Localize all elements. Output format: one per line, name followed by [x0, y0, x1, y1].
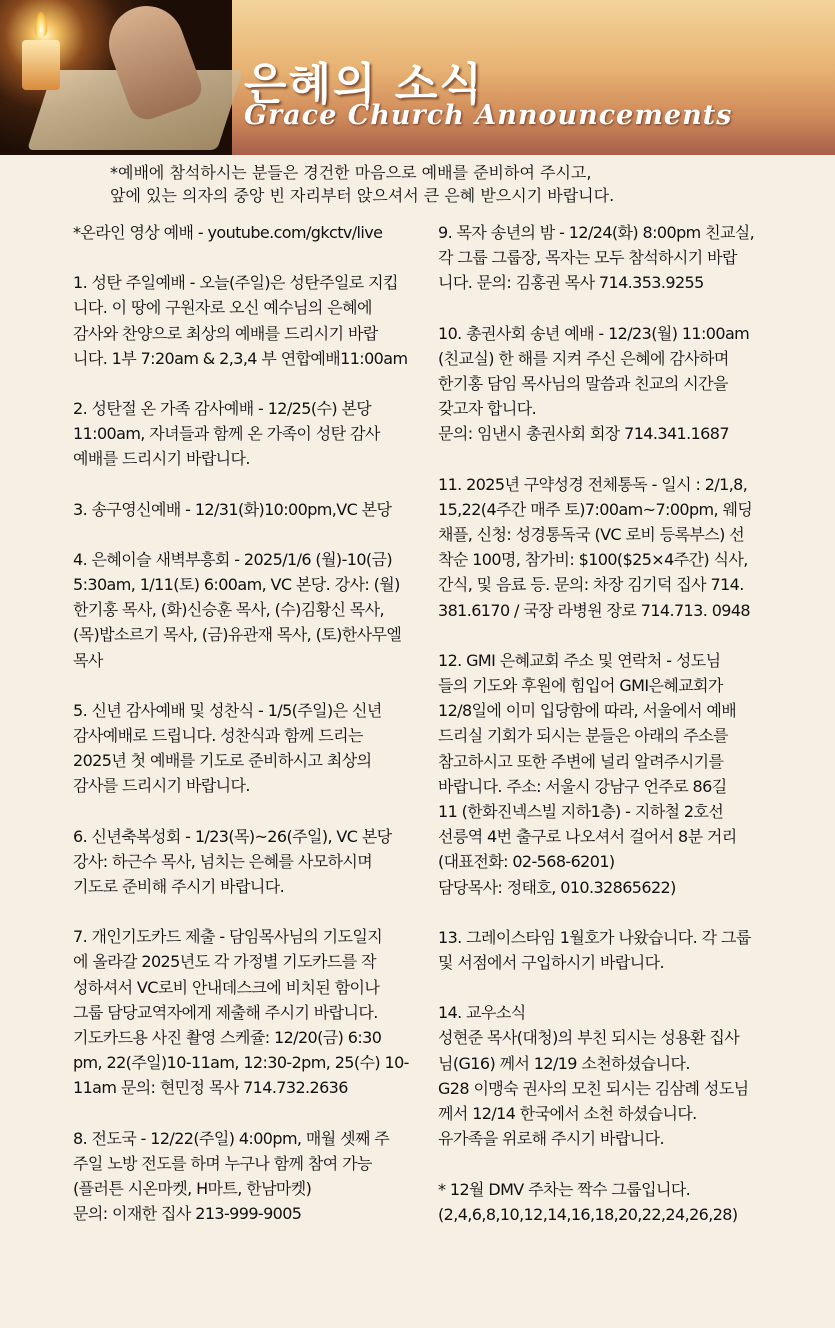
announcement-line: * 12월 DMV 주차는 짝수 그룹입니다.	[438, 1179, 691, 1199]
announcement-line: 주일 노방 전도를 하며 누구나 함께 참여 가능	[73, 1153, 372, 1173]
announcement-line: 갖고자 합니다.	[438, 399, 537, 419]
announcement-line: 15,22(4주간 매주 토)7:00am~7:00pm, 웨딩	[438, 499, 753, 519]
announcement-line: 12. GMI 은혜교회 주소 및 연락처 - 성도님	[438, 650, 721, 670]
announcement-line: 감사와 찬양으로 최상의 예배를 드리시기 바랍	[73, 323, 378, 343]
prayer-candle-photo	[0, 0, 232, 155]
announcement-line: 감사예배로 드립니다. 성찬식과 함께 드리는	[73, 726, 363, 746]
announcement-line: 착순 100명, 참가비: $100($25×4주간) 식사,	[438, 550, 748, 570]
announcement-item	[438, 321, 794, 447]
candle-image	[22, 40, 60, 90]
announcement-line: 5. 신년 감사예배 및 성찬식 - 1/5(주일)은 신년	[73, 700, 382, 720]
announcement-item	[438, 472, 794, 623]
intro-line: *예배에 참석하시는 분들은 경건한 마음으로 예배를 준비하여 주시고,	[110, 163, 592, 182]
announcement-line: 2025년 첫 예배를 기도로 준비하시고 최상의	[73, 751, 372, 771]
announcement-line: 니다. 문의: 김홍권 목사 714.353.9255	[438, 273, 704, 293]
announcement-line: 참고하시고 또한 주변에 널리 알려주시기를	[438, 751, 724, 771]
announcement-item	[73, 396, 435, 472]
announcement-line: 2. 성탄절 온 가족 감사예배 - 12/25(수) 본당	[73, 399, 372, 419]
announcement-line: 1. 성탄 주일예배 - 오늘(주일)은 성탄주일로 지킵	[73, 273, 398, 293]
announcement-item	[73, 497, 435, 522]
announcement-line: 9. 목자 송년의 밤 - 12/24(화) 8:00pm 친교실,	[438, 223, 755, 242]
announcement-line: 6. 신년축복성회 - 1/23(목)~26(주일), VC 본당	[73, 826, 392, 846]
announcement-line: 님(G16) 께서 12/19 소천하셨습니다.	[438, 1053, 690, 1073]
announcement-item	[438, 1177, 794, 1227]
announcement-item	[73, 547, 435, 673]
left-announcement-column	[73, 220, 435, 1252]
announcement-line: 4. 은혜이슬 새벽부흥회 - 2025/1/6 (월)-10(금)	[73, 549, 393, 569]
announcement-line: (플러튼 시온마켓, H마트, 한남마켓)	[73, 1179, 312, 1199]
announcement-line: 담당목사: 정태호, 010.32865622)	[438, 877, 676, 897]
announcement-line: 381.6170 / 국장 라병원 장로 714.713. 0948	[438, 600, 751, 620]
announcement-line: 10. 총권사회 송년 예배 - 12/23(월) 11:00am	[438, 323, 750, 343]
announcement-line: 목사	[73, 650, 103, 670]
announcement-line: (2,4,6,8,10,12,14,16,18,20,22,24,26,28)	[438, 1204, 738, 1224]
announcement-line: 11am 문의: 현민정 목사 714.732.2636	[73, 1078, 348, 1098]
announcement-item	[438, 220, 794, 296]
announcement-item	[73, 220, 435, 245]
announcement-line: *온라인 영상 예배 - youtube.com/gkctv/live	[73, 223, 383, 242]
announcement-item	[73, 270, 435, 371]
announcement-line: 채플, 신청: 성경통독국 (VC 로비 등록부스) 선	[438, 525, 745, 545]
announcement-item	[438, 1000, 794, 1151]
announcement-line: 11 (한화진넥스빌 지하1층) - 지하철 2호선	[438, 802, 724, 822]
announcement-line: 강사: 하근수 목사, 넘치는 은혜를 사모하시며	[73, 851, 373, 871]
announcement-line: 문의: 이재한 집사 213-999-9005	[73, 1204, 302, 1224]
announcement-line: 니다. 이 땅에 구원자로 오신 예수님의 은혜에	[73, 298, 372, 318]
announcement-line: 14. 교우소식	[438, 1003, 526, 1023]
announcement-line: 12/8일에 이미 입당함에 따라, 서울에서 예배	[438, 701, 737, 721]
announcement-line: 성현준 목사(대청)의 부친 되시는 성용환 집사	[438, 1028, 740, 1048]
announcement-line: 한기홍 목사, (화)신승훈 목사, (수)김황신 목사,	[73, 600, 385, 620]
announcement-line: 7. 개인기도카드 제출 - 담임목사님의 기도일지	[73, 927, 383, 947]
announcement-line: 께서 12/14 한국에서 소천 하셨습니다.	[438, 1104, 697, 1124]
announcement-line: 5:30am, 1/11(토) 6:00am, VC 본당. 강사: (월)	[73, 575, 400, 595]
right-announcement-column	[438, 220, 794, 1252]
announcement-line: (목)밥소르기 목사, (금)유관재 목사, (토)한사무엘	[73, 625, 402, 645]
announcement-line: 3. 송구영신예배 - 12/31(화)10:00pm,VC 본당	[73, 499, 392, 519]
announcement-line: 드리실 기회가 되시는 분들은 아래의 주소를	[438, 726, 728, 746]
announcement-line: 감사를 드리시기 바랍니다.	[73, 776, 250, 796]
announcement-line: 그룹 담당교역자에게 제출해 주시기 바랍니다.	[73, 1002, 378, 1022]
announcement-line: 문의: 임낸시 총권사회 회장 714.341.1687	[438, 424, 729, 444]
announcement-line: 11. 2025년 구약성경 전체통독 - 일시 : 2/1,8,	[438, 474, 748, 494]
announcement-line: pm, 22(주일)10-11am, 12:30-2pm, 25(수) 10-	[73, 1053, 409, 1073]
flame-icon	[35, 12, 47, 38]
announcement-line: 및 서점에서 구입하시기 바랍니다.	[438, 953, 664, 973]
announcement-line: G28 이맹숙 권사의 모친 되시는 김삼례 성도님	[438, 1078, 749, 1098]
announcement-line: 한기홍 담임 목사님의 말씀과 친교의 시간을	[438, 374, 728, 394]
announcement-line: (친교실) 한 해를 지켜 주신 은혜에 감사하며	[438, 348, 729, 368]
page-title-korean: 은혜의 소식	[244, 59, 484, 110]
header-banner	[0, 0, 835, 155]
announcement-item	[438, 925, 794, 975]
announcement-line: 예배를 드리시기 바랍니다.	[73, 449, 250, 469]
announcement-line: 8. 전도국 - 12/22(주일) 4:00pm, 매월 셋째 주	[73, 1128, 390, 1148]
announcement-line: 기도카드용 사진 촬영 스케쥴: 12/20(금) 6:30	[73, 1028, 382, 1048]
announcement-line: 들의 기도와 후원에 힘입어 GMI은혜교회가	[438, 676, 723, 696]
announcement-item	[438, 648, 794, 900]
announcement-line: 유가족을 위로해 주시기 바랍니다.	[438, 1129, 664, 1149]
announcement-line: 선릉역 4번 출구로 나오셔서 걸어서 8분 거리	[438, 827, 737, 847]
announcement-item	[73, 1126, 435, 1227]
announcement-line: 11:00am, 자녀들과 함께 온 가족이 성탄 감사	[73, 424, 380, 444]
announcement-line: 니다. 1부 7:20am & 2,3,4 부 연합예배11:00am	[73, 348, 408, 368]
announcement-line: 성하셔서 VC로비 안내데스크에 비치된 함이나	[73, 977, 380, 997]
announcement-line: (대표전화: 02-568-6201)	[438, 852, 615, 872]
announcement-item	[73, 824, 435, 900]
intro-notice	[110, 161, 790, 207]
announcement-line: 바랍니다. 주소: 서울시 강남구 언주로 86길	[438, 776, 727, 796]
announcement-line: 간식, 및 음료 등. 문의: 차장 김기덕 집사 714.	[438, 575, 744, 595]
page-title-english: Grace Church Announcements	[244, 100, 733, 131]
intro-line: 앞에 있는 의자의 중앙 빈 자리부터 앉으셔서 큰 은혜 받으시기 바랍니다.	[110, 186, 615, 205]
announcement-line: 13. 그레이스타임 1월호가 나왔습니다. 각 그룹	[438, 927, 751, 947]
announcement-item	[73, 698, 435, 799]
announcement-item	[73, 924, 435, 1100]
announcement-line: 에 올라갈 2025년도 각 가정별 기도카드를 작	[73, 952, 376, 972]
announcement-line: 각 그룹 그룹장, 목자는 모두 참석하시기 바랍	[438, 248, 737, 268]
announcement-line: 기도로 준비해 주시기 바랍니다.	[73, 877, 285, 897]
